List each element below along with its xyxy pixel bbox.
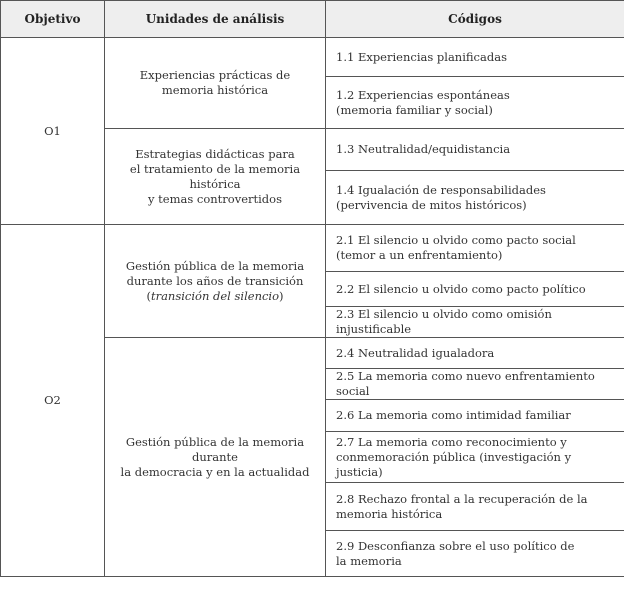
table-row [1, 38, 624, 77]
code-text: 2.3 El silencio u olvido como omisión injustificable [336, 307, 552, 336]
objective-cell: O2 [1, 225, 105, 577]
unit-text: durante los años de transición [126, 273, 304, 288]
unit-text: Gestión pública de la memoria [125, 258, 305, 273]
code-cell [326, 432, 624, 483]
objective-cell: O1 [1, 38, 105, 225]
code-text: 2.6 La memoria como intimidad familiar [336, 408, 571, 422]
unit-text: Gestión pública de la memoria durante [125, 434, 305, 464]
unit-text: memoria histórica [161, 83, 269, 97]
code-text: la memoria [336, 553, 402, 568]
code-text: 1.2 Experiencias espontáneas [336, 87, 510, 102]
code-text: 1.1 Experiencias planificadas [336, 49, 507, 64]
table-row [1, 225, 624, 272]
code-text: 1.4 Igualación de responsabilidades [336, 182, 546, 197]
code-text: (pervivencia de mitos históricos) [336, 197, 527, 212]
unit-cell [105, 338, 326, 577]
header-row [1, 1, 624, 38]
header-unidades: Unidades de análisis [105, 1, 326, 38]
code-text: 2.5 La memoria como nuevo enfrentamiento social [336, 369, 595, 398]
header-objetivo: Objetivo [1, 1, 105, 38]
header-codigos: Códigos [326, 1, 624, 38]
unit-text: el tratamiento de la memoria histórica [129, 161, 301, 191]
code-cell [326, 272, 624, 307]
code-cell [326, 369, 624, 400]
code-text: 2.8 Rechazo frontal a la recuperación de la [336, 491, 588, 506]
unit-text: la democracia y en la actualidad [120, 464, 310, 479]
code-cell [326, 531, 624, 577]
code-text: 2.1 El silencio u olvido como pacto social [336, 233, 576, 247]
code-cell [326, 129, 624, 171]
code-text: (memoria familiar y social) [336, 102, 493, 117]
unit-text: y temas controvertidos [148, 191, 282, 206]
code-text: memoria histórica [336, 506, 443, 521]
unit-text: Experiencias prácticas de [139, 68, 291, 82]
unit-text-italic-line: (transición del silencio) [146, 288, 284, 303]
unit-cell [105, 225, 326, 338]
code-cell [326, 225, 624, 272]
code-text: 2.9 Desconfianza sobre el uso político de [336, 538, 575, 553]
code-cell [326, 338, 624, 369]
unit-cell [105, 129, 326, 225]
code-cell [326, 171, 624, 225]
code-cell [326, 307, 624, 338]
code-cell [326, 483, 624, 531]
code-text: 2.4 Neutralidad igualadora [336, 345, 495, 360]
code-text: (temor a un enfrentamiento) [336, 248, 503, 262]
code-cell [326, 77, 624, 129]
code-text: 1.3 Neutralidad/equidistancia [336, 142, 511, 156]
code-cell [326, 38, 624, 77]
code-text: 2.2 El silencio u olvido como pacto político [336, 281, 586, 296]
code-text: 2.7 La memoria como reconocimiento y [336, 434, 567, 449]
code-text: conmemoración pública (investigación y justicia) [336, 449, 572, 479]
unit-text-italic: transición del silencio [150, 288, 280, 303]
unit-cell [105, 38, 326, 129]
unit-text: Estrategias didácticas para [135, 146, 295, 161]
code-cell [326, 400, 624, 432]
